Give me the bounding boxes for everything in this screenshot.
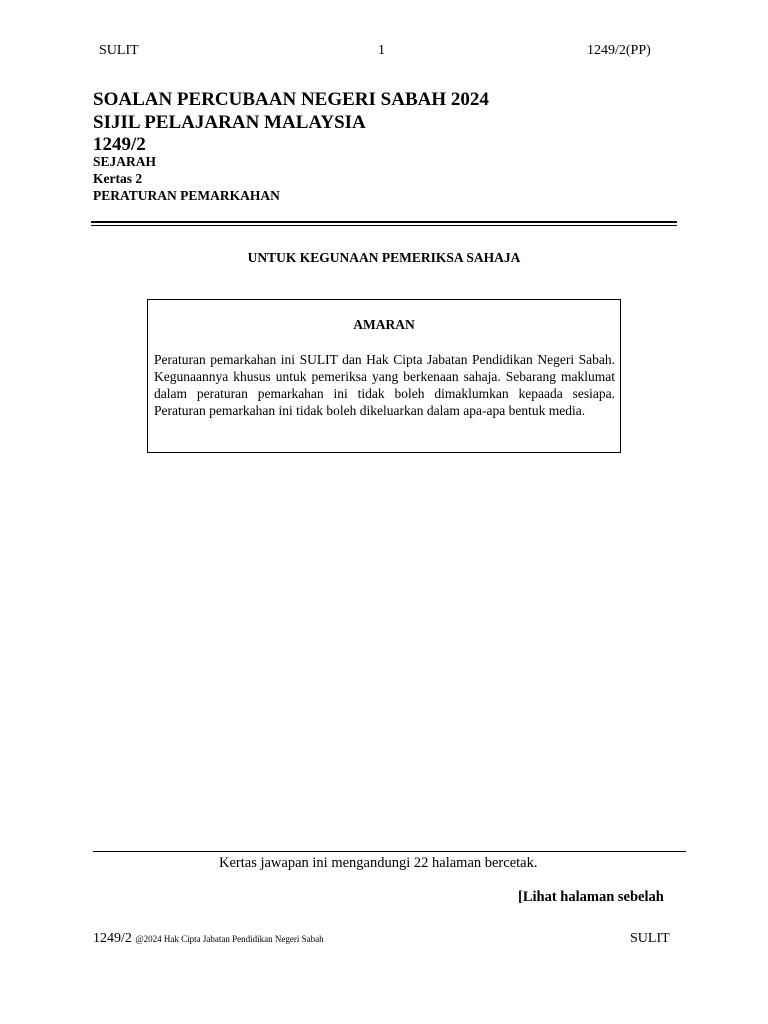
paper-number: Kertas 2	[93, 171, 143, 186]
footer-code-line	[93, 931, 324, 947]
exam-certificate: SIJIL PELAJARAN MALAYSIA	[93, 112, 366, 133]
warning-body: Peraturan pemarkahan ini SULIT dan Hak Cipta Jabatan Pendidikan Negeri Sabah. Kegunaannya khusus untuk pemeriksa yang berkenaan sahaja. Sebarang maklumat dalam peraturan pemarkahan ini tidak boleh dimaklumkan kepaada sesiapa. Peraturan pemarkahan ini tidak boleh dikeluarkan dalam apa-apa bentuk media.	[154, 352, 615, 418]
subject-name: SEJARAH	[93, 154, 157, 169]
exam-code: 1249/2	[93, 134, 146, 155]
exam-title: SOALAN PERCUBAAN NEGERI SABAH 2024	[93, 89, 489, 110]
footer-classification: SULIT	[630, 931, 670, 946]
footer-copyright: @2024 Hak Cipta Jabatan Pendidikan Negeri Sabah	[135, 934, 324, 944]
footer-paper-code: 1249/2	[93, 931, 132, 946]
footer-divider	[93, 851, 686, 852]
page-count-note: Kertas jawapan ini mengandungi 22 halaman bercetak.	[219, 855, 538, 871]
warning-box	[147, 299, 621, 453]
header-classification: SULIT	[99, 43, 139, 58]
next-page-note: [Lihat halaman sebelah	[518, 889, 664, 905]
examiner-use-notice: UNTUK KEGUNAAN PEMERIKSA SAHAJA	[247, 250, 521, 265]
warning-title: AMARAN	[353, 317, 415, 332]
header-page-number: 1	[378, 43, 385, 58]
double-divider	[91, 221, 677, 226]
document-type: PERATURAN PEMARKAHAN	[93, 188, 280, 203]
header-paper-code: 1249/2(PP)	[587, 43, 651, 58]
